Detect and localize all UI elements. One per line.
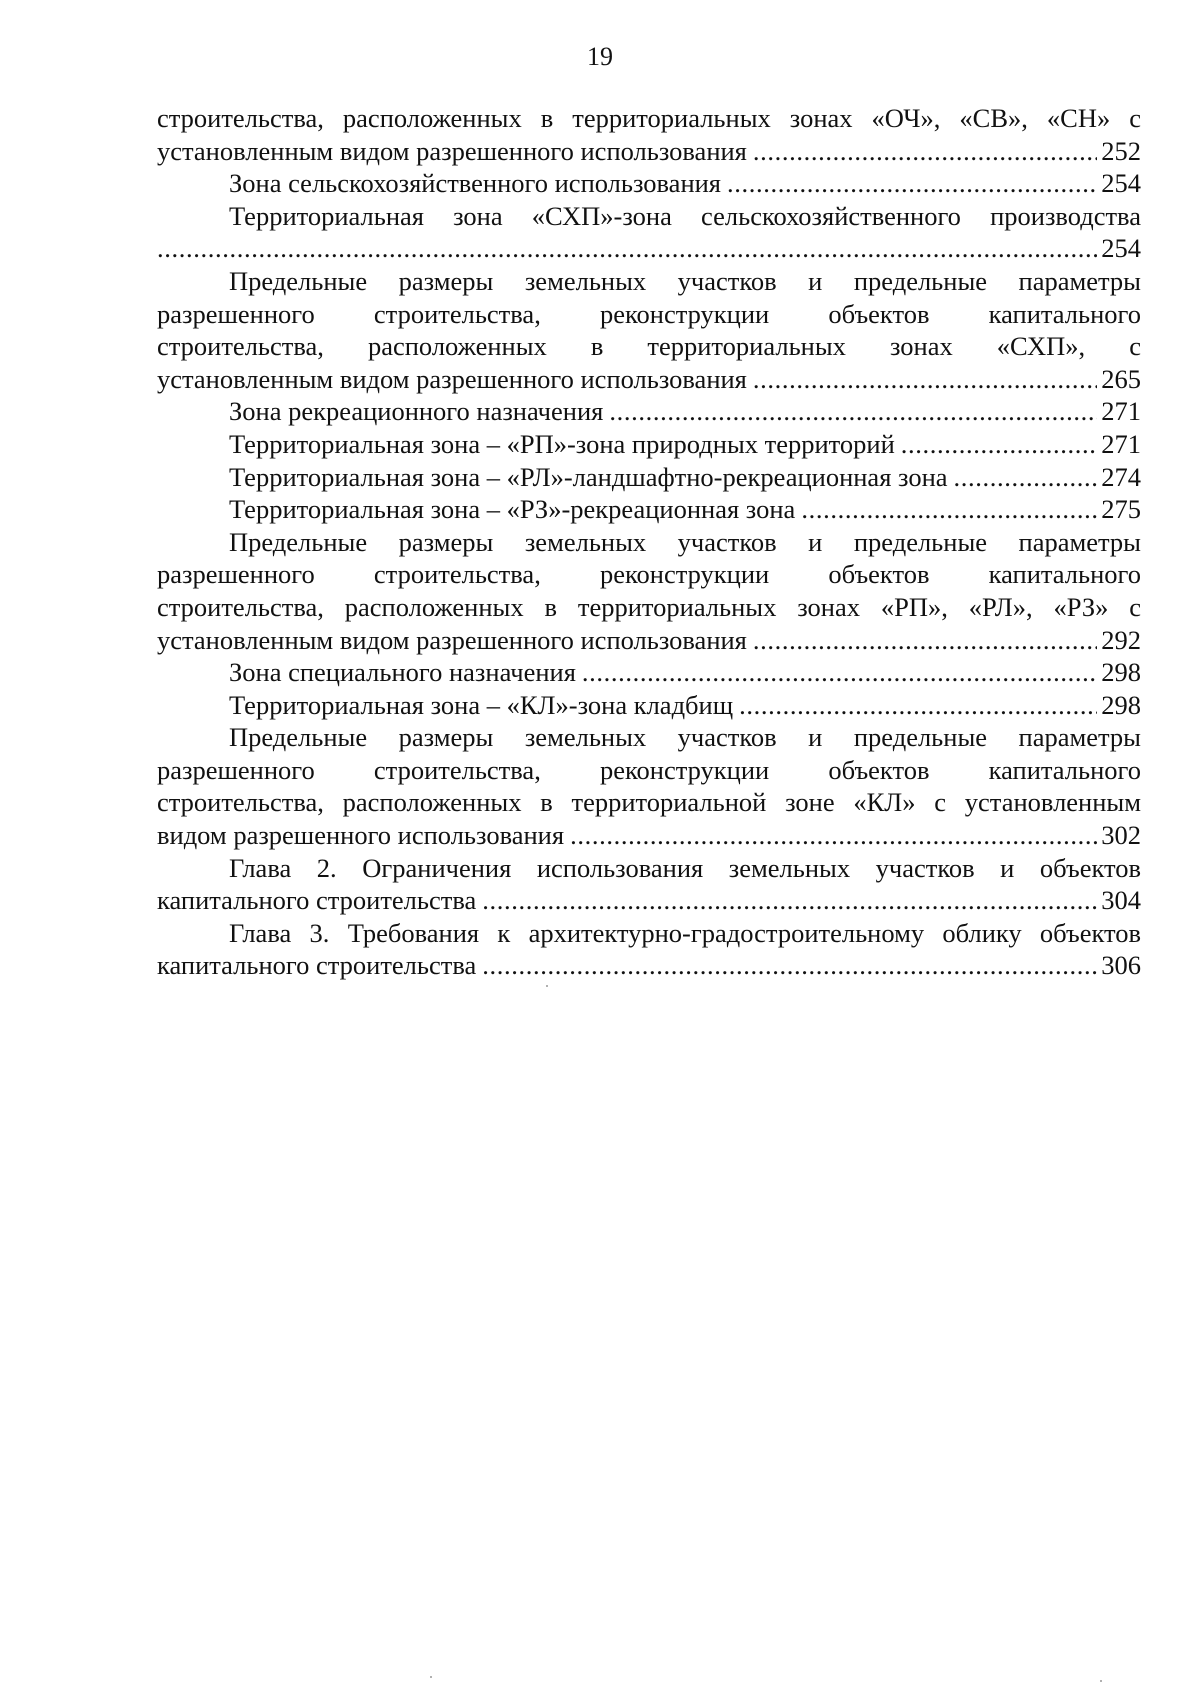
- toc-entry-line: строительства, расположенных в территориальной зоне «КЛ» с установленным: [157, 787, 1141, 818]
- toc-entry-line: строительства, расположенных в территориальных зонах «РП», «РЛ», «РЗ» с: [157, 591, 1141, 622]
- dot-leader: [570, 819, 1097, 852]
- toc-entry-last-line: [157, 493, 1141, 526]
- scan-speck: [430, 1676, 432, 1678]
- toc-entry-page: 306: [1101, 950, 1141, 981]
- toc-entry-last-line: [157, 232, 1141, 265]
- toc-entry: [157, 656, 1141, 689]
- toc-entry: [157, 461, 1141, 494]
- toc-entry: [157, 395, 1141, 428]
- toc-entry: [157, 721, 1141, 851]
- toc-entry-title: установленным видом разрешенного использования: [157, 363, 747, 394]
- toc-entry: [157, 852, 1141, 917]
- toc-entry-line: Предельные размеры земельных участков и предельные параметры: [229, 265, 1141, 296]
- toc-entry-line: разрешенного строительства, реконструкции объектов капитального: [157, 298, 1141, 329]
- toc-entry-line: разрешенного строительства, реконструкции объектов капитального: [157, 754, 1141, 785]
- toc-entry-title: Территориальная зона – «РП»-зона природных территорий: [229, 428, 895, 459]
- toc-entry-line: Глава 2. Ограничения использования земельных участков и объектов: [229, 852, 1141, 883]
- toc-entry-line: Глава 3. Требования к архитектурно-градостроительному облику объектов: [229, 917, 1141, 948]
- dot-leader: [753, 363, 1097, 396]
- dot-leader: [582, 656, 1097, 689]
- toc-entry: [157, 917, 1141, 982]
- toc-entry-last-line: [157, 461, 1141, 494]
- toc-entry-title: Территориальная зона – «КЛ»-зона кладбищ: [229, 689, 734, 720]
- toc-entry: [157, 689, 1141, 722]
- toc-entry-page: 265: [1101, 363, 1141, 394]
- toc-entry-title: капитального строительства: [157, 950, 477, 981]
- toc-entry-page: 254: [1101, 168, 1141, 199]
- toc-entry-last-line: [157, 819, 1141, 852]
- toc-entry-last-line: [157, 884, 1141, 917]
- toc-entry-title: установленным видом разрешенного использования: [157, 624, 747, 655]
- toc-entry-title: Территориальная зона – «РЛ»-ландшафтно-рекреационная зона: [229, 461, 948, 492]
- toc-entry-page: 292: [1101, 624, 1141, 655]
- toc-entry-line: Территориальная зона «СХП»-зона сельскохозяйственного производства: [229, 200, 1141, 231]
- toc-entry-last-line: [157, 624, 1141, 657]
- toc-entry-page: 271: [1101, 428, 1141, 459]
- table-of-contents: [157, 102, 1141, 982]
- toc-entry-page: 298: [1101, 689, 1141, 720]
- toc-entry-page: 254: [1101, 233, 1141, 264]
- dot-leader: [157, 232, 1097, 265]
- dot-leader: [753, 135, 1097, 168]
- toc-entry-line: Предельные размеры земельных участков и предельные параметры: [229, 722, 1141, 753]
- toc-entry-last-line: [157, 656, 1141, 689]
- toc-entry-last-line: [157, 363, 1141, 396]
- toc-entry: [157, 102, 1141, 167]
- toc-entry-page: 252: [1101, 135, 1141, 166]
- toc-entry-line: разрешенного строительства, реконструкции объектов капитального: [157, 559, 1141, 590]
- toc-entry-line: Предельные размеры земельных участков и предельные параметры: [229, 526, 1141, 557]
- toc-entry-page: 274: [1101, 461, 1141, 492]
- toc-entry: [157, 167, 1141, 200]
- dot-leader: [801, 493, 1097, 526]
- toc-entry-title: Зона рекреационного назначения: [229, 396, 604, 427]
- toc-entry-page: 275: [1101, 494, 1141, 525]
- toc-entry-last-line: [157, 395, 1141, 428]
- toc-entry-last-line: [157, 428, 1141, 461]
- toc-entry-last-line: [157, 689, 1141, 722]
- toc-entry-page: 302: [1101, 820, 1141, 851]
- toc-entry: [157, 265, 1141, 395]
- toc-entry-last-line: [157, 167, 1141, 200]
- toc-entry-title: капитального строительства: [157, 885, 477, 916]
- dot-leader: [727, 167, 1097, 200]
- dot-leader: [739, 689, 1097, 722]
- toc-entry-page: 304: [1101, 885, 1141, 916]
- dot-leader: [753, 624, 1097, 657]
- dot-leader: [954, 461, 1098, 494]
- toc-entry-title: установленным видом разрешенного использования: [157, 135, 747, 166]
- toc-entry-last-line: [157, 949, 1141, 982]
- toc-entry-page: 271: [1101, 396, 1141, 427]
- toc-entry-title: Зона специального назначения: [229, 657, 576, 688]
- toc-entry-title: Территориальная зона – «РЗ»-рекреационная зона: [229, 494, 796, 525]
- dot-leader: [609, 395, 1097, 428]
- toc-entry-title: Зона сельскохозяйственного использования: [229, 168, 721, 199]
- toc-entry: [157, 526, 1141, 656]
- toc-entry-page: 298: [1101, 657, 1141, 688]
- dot-leader: [482, 884, 1097, 917]
- toc-entry: [157, 493, 1141, 526]
- toc-entry: [157, 200, 1141, 265]
- toc-entry-last-line: [157, 135, 1141, 168]
- toc-entry-line: строительства, расположенных в территориальных зонах «СХП», с: [157, 331, 1141, 362]
- dot-leader: [901, 428, 1098, 461]
- page-number: 19: [587, 42, 613, 71]
- toc-entry: [157, 428, 1141, 461]
- toc-entry-line: строительства, расположенных в территориальных зонах «ОЧ», «СВ», «СН» с: [157, 103, 1141, 133]
- dot-leader: [482, 949, 1097, 982]
- scan-speck: [1100, 1680, 1102, 1682]
- toc-entry-title: видом разрешенного использования: [157, 820, 565, 851]
- scan-speck: [546, 985, 548, 987]
